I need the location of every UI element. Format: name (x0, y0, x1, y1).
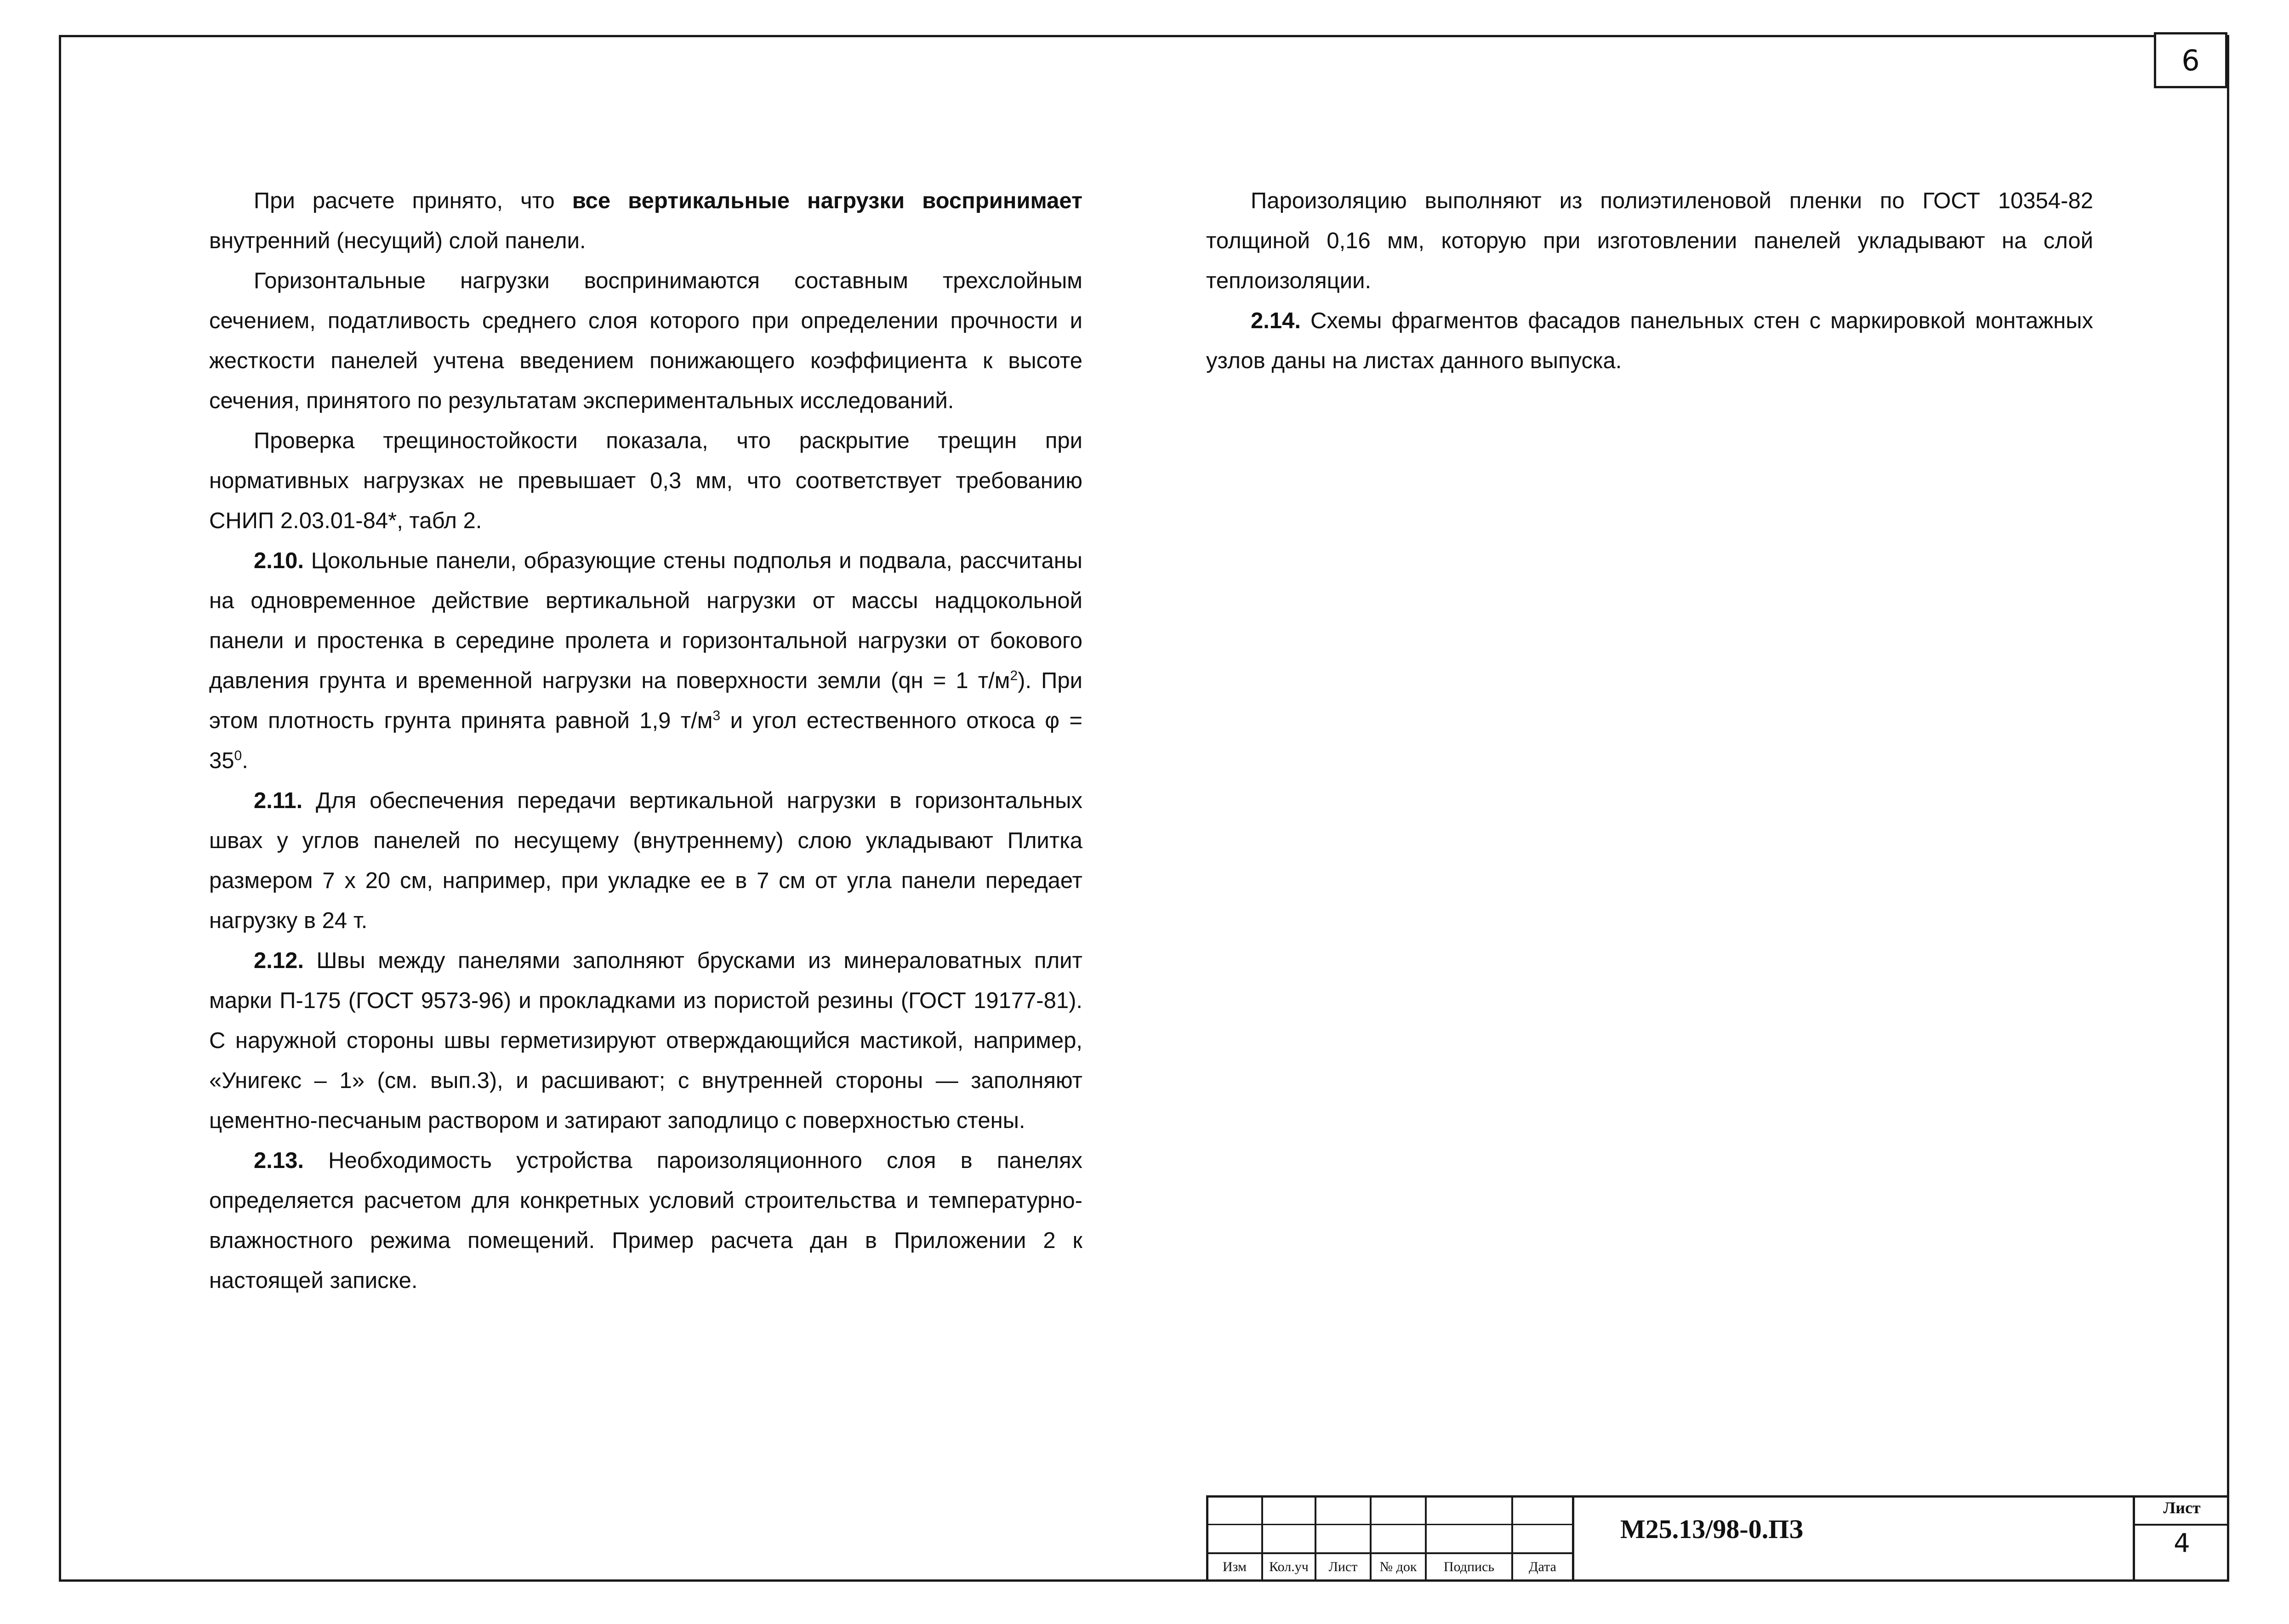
caption-quantity: Кол.уч (1269, 1559, 1309, 1574)
paragraph-2-11: 2.11. Для обеспечения передачи вертикальной нагрузки в горизонтальных швах у углов панелей по несущему (внутреннему) слою укладывают Плитка размером 7 х 20 см, например, при укладке ее в 7 см от угла панели передает нагрузку в 24 т. (209, 788, 1082, 933)
paragraph-vapor-barrier: Пароизоляцию выполняют из полиэтиленовой пленки по ГОСТ 10354-82 толщиной 0,16 мм, которую при изготовлении панелей укладывают на слой теплоизоляции. (1206, 188, 2093, 293)
clause-number: 2.11. (254, 788, 303, 813)
clause-number: 2.14. (1251, 308, 1301, 333)
frame-top (59, 35, 2229, 37)
caption-sheet: Лист (1328, 1559, 1358, 1574)
paragraph-crack-resistance: Проверка трещиностойкости показала, что раскрытие трещин при нормативных нагрузках не превышает 0,3 мм, что соответствует требованию СНИП 2.03.01-84*, табл 2. (209, 428, 1082, 533)
paragraph-horizontal-loads: Горизонтальные нагрузки воспринимаются составным трехслойным сечением, податливость среднего слоя которого при определении прочности и жесткости панелей учтена введением понижающего коэффициента к высоте сечения, принятого по результатам экспериментальных исследований. (209, 268, 1082, 413)
frame-right (2227, 35, 2229, 1582)
clause-number: 2.10. (254, 548, 304, 573)
document-code: М25.13/98-0.ПЗ (1620, 1514, 1803, 1544)
sheet-label: Лист (2163, 1499, 2201, 1517)
frame-left (59, 35, 61, 1582)
clause-number: 2.12. (254, 948, 304, 973)
caption-date: Дата (1529, 1559, 1556, 1574)
clause-number: 2.13. (254, 1148, 304, 1173)
caption-change: Изм (1222, 1559, 1247, 1574)
title-block (1206, 1495, 2229, 1582)
paragraph-2-10: 2.10. Цокольные панели, образующие стены подполья и подвала, рассчитаны на одновременное действие вертикальной нагрузки от массы надцокольной панели и простенка в середине пролета и горизонтальной нагрузки от бокового давления грунта и временной нагрузки на поверхности земли (qн = 1 $т/м^2$). При этом плотность грунта принята равной 1,9 $т/м^3$ и угол естественного откоса $\varphi = 35^0$. (209, 548, 1083, 773)
page-corner-number: 6 (2154, 32, 2227, 88)
sheet-number: 4 (2174, 1528, 2190, 1558)
title-block-top-line (1206, 1495, 2229, 1498)
caption-doc-number: № док (1379, 1559, 1417, 1574)
paragraph-2-12: 2.12. Швы между панелями заполняют брусками из минераловатных плит марки П-175 (ГОСТ 9573-96) и прокладками из пористой резины (ГОСТ 19177-81). С наружной стороны швы герметизируют отверждающийся мастикой, например, «Унигекс – 1» (см. вып.3), и расшивают; с внутренней стороны — заполняют цементно-песчаным раствором и затирают заподлицо с поверхностью стены. (209, 948, 1082, 1133)
paragraph-2-13: 2.13. Необходимость устройства пароизоляционного слоя в панелях определяется расчетом для конкретных условий строительства и температурно-влажностного режима помещений. Пример расчета дан в Приложении 2 к настоящей записке. (209, 1148, 1082, 1293)
caption-signature: Подпись (1443, 1559, 1495, 1574)
paragraph-design-assumption: При расчете принято, что все вертикальные нагрузки воспринимает внутренний (несущий) слой панели. (209, 188, 1082, 253)
right-text-column (1206, 181, 2093, 381)
paragraph-2-14: 2.14. Схемы фрагментов фасадов панельных стен с маркировкой монтажных узлов даны на листах данного выпуска. (1206, 308, 2093, 373)
left-text-column (209, 181, 1082, 1301)
sheet-cell-mid-line (2133, 1524, 2229, 1526)
